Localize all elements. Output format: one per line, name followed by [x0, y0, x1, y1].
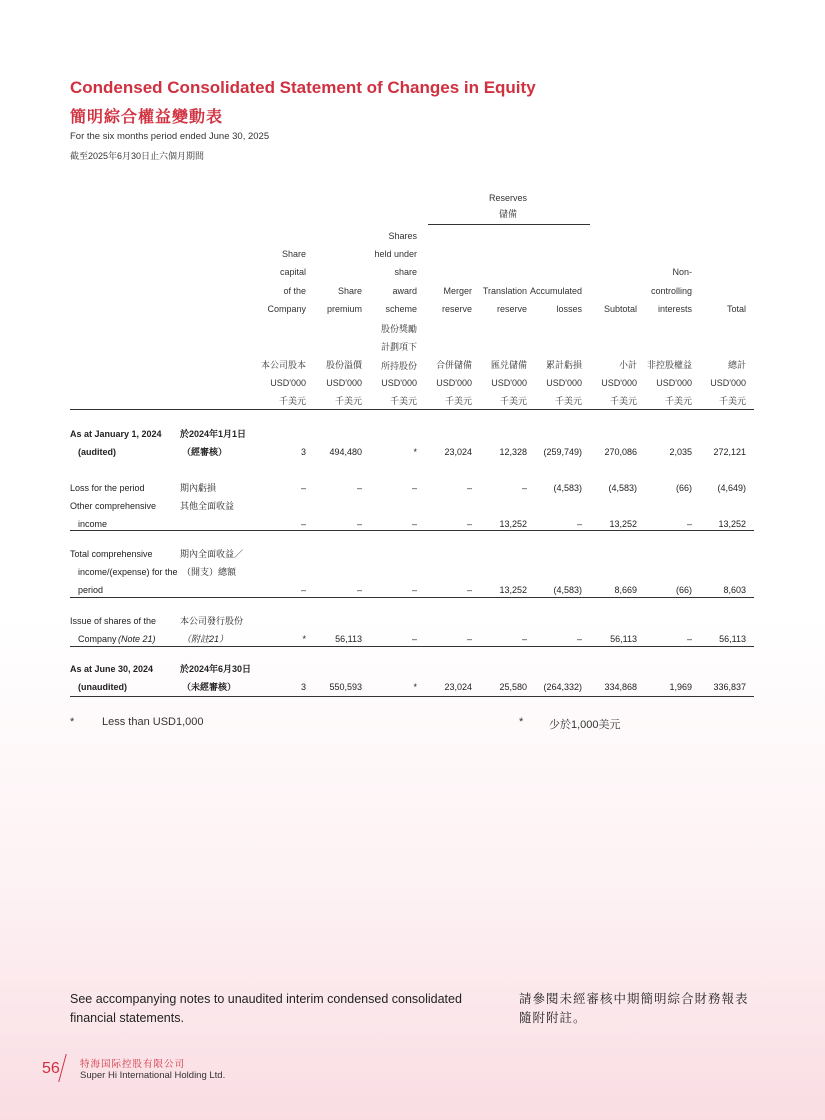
- row-label-zh: 其他全面收益: [180, 501, 235, 511]
- table-cell: *: [413, 682, 417, 692]
- column-unit: USD'000: [546, 378, 582, 388]
- column-unit: USD'000: [270, 378, 306, 388]
- table-cell: –: [576, 519, 582, 529]
- table-cell: 270,086: [604, 447, 637, 457]
- column-header-en-line: Shares: [388, 230, 417, 241]
- company-name-en: Super Hi International Holding Ltd.: [80, 1070, 226, 1081]
- table-cell: 336,837: [713, 682, 746, 692]
- column-header-zh-line: 總計: [727, 360, 746, 370]
- table-cell: –: [686, 634, 692, 644]
- column-header-zh-line: 計劃項下: [380, 342, 417, 353]
- column-header-en-line: interests: [657, 303, 692, 314]
- column-header-zh-line: 非控股權益: [646, 360, 692, 370]
- table-cell: 13,252: [499, 585, 527, 595]
- table-cell: 23,024: [444, 447, 472, 457]
- column-header-en-line: Merger: [443, 285, 472, 296]
- table-cell: 3: [300, 682, 306, 692]
- column-header: [420, 228, 472, 408]
- table-cell: 25,580: [499, 682, 527, 692]
- column-header-zh: [420, 356, 472, 374]
- row-label-zh: （未經審核）: [182, 682, 237, 692]
- column-header-en-line: held under: [374, 249, 417, 260]
- footnote-zh: 少於1,000美元: [549, 719, 621, 731]
- column-header-en: [696, 300, 746, 318]
- table-cell: 2,035: [669, 447, 692, 457]
- row-label-en: As at January 1, 2024: [70, 429, 162, 439]
- accompanying-notes-zh: 請參閱未經審核中期簡明綜合財務報表隨附附註。: [519, 992, 749, 1025]
- column-header: [526, 228, 582, 408]
- column-header-zh: [365, 320, 417, 375]
- table-cell: 56,113: [610, 634, 637, 644]
- column-header-en-line: Non-: [672, 267, 692, 278]
- row-label-zh: 期內全面收益／: [180, 549, 244, 559]
- column-header-en-line: Subtotal: [603, 304, 637, 314]
- column-header-zh: [696, 356, 746, 374]
- row-label-zh: （附註21）: [182, 634, 229, 644]
- table-cell: –: [300, 483, 306, 493]
- column-unit-zh: 千美元: [664, 396, 692, 406]
- table-cell: –: [356, 585, 362, 595]
- table-cell: –: [356, 483, 362, 493]
- row-label-en: Loss for the period: [70, 483, 145, 493]
- column-header: [473, 228, 527, 408]
- reserves-label-zh: 儲備: [498, 209, 517, 219]
- column-header-zh-line: 小計: [618, 360, 637, 370]
- row-label-en: As at June 30, 2024: [70, 664, 154, 674]
- table-cell: 23,024: [444, 682, 472, 692]
- table-cell: (4,583): [608, 483, 637, 493]
- column-header-en-line: Accumulated: [529, 285, 582, 296]
- column-header-zh-line: 股份獎勵: [380, 324, 417, 334]
- footnote-en: Less than USD1,000: [102, 716, 204, 728]
- page-title: Condensed Consolidated Statement of Changes in Equity: [70, 78, 536, 97]
- column-unit: USD'000: [710, 378, 746, 388]
- table-cell: –: [466, 519, 472, 529]
- table-cell: –: [300, 519, 306, 529]
- table-cell: 550,593: [329, 682, 362, 692]
- column-unit: USD'000: [656, 378, 692, 388]
- column-unit-zh: 千美元: [389, 396, 417, 406]
- column-header-en: [246, 245, 306, 318]
- reserves-label-en: Reserves: [488, 193, 527, 203]
- column-unit: USD'000: [601, 378, 637, 388]
- column-header-en: [587, 300, 637, 318]
- table-cell: (259,749): [543, 447, 582, 457]
- table-cell: 12,328: [499, 447, 527, 457]
- column-header-en-line: capital: [279, 267, 306, 278]
- column-header-zh: [312, 356, 362, 374]
- column-header-en: [420, 282, 472, 319]
- period-subtitle-zh: 截至2025年6月30日止六個月期間: [70, 151, 205, 161]
- column-header-en-line: Total: [726, 304, 746, 314]
- table-cell: (4,583): [553, 483, 582, 493]
- column-unit: USD'000: [326, 378, 362, 388]
- column-header-en-line: award: [392, 285, 417, 296]
- row-label-en: income: [78, 519, 108, 529]
- column-header: [696, 228, 746, 408]
- table-cell: –: [686, 519, 692, 529]
- column-header-en: [312, 282, 362, 319]
- table-cell: 56,113: [335, 634, 362, 644]
- table-cell: 272,121: [713, 447, 746, 457]
- column-header-en: [473, 282, 527, 319]
- table-cell: (66): [675, 585, 692, 595]
- column-unit: USD'000: [436, 378, 472, 388]
- column-unit-zh: 千美元: [554, 396, 582, 406]
- footnote-mark-zh: *: [519, 716, 524, 728]
- column-unit: USD'000: [381, 378, 417, 388]
- column-header-en-line: of the: [283, 285, 306, 296]
- row-label-en: income/(expense) for the: [78, 567, 178, 577]
- row-label-zh: 於2024年1月1日: [180, 429, 247, 439]
- column-header-en-line: Share: [337, 285, 362, 296]
- column-unit-zh: 千美元: [718, 396, 746, 406]
- column-header-zh-line: 累計虧損: [545, 360, 582, 370]
- page-number: 56: [42, 1060, 60, 1077]
- column-unit-zh: 千美元: [499, 396, 527, 406]
- table-cell: 1,969: [669, 682, 692, 692]
- row-label-en: (Note 21): [118, 634, 156, 644]
- company-name-zh: 特海国际控股有限公司: [80, 1059, 186, 1070]
- column-header-en-line: controlling: [650, 285, 692, 296]
- table-cell: –: [411, 585, 417, 595]
- table-cell: –: [411, 483, 417, 493]
- column-unit: USD'000: [491, 378, 527, 388]
- column-header-zh-line: 所持股份: [380, 360, 417, 371]
- table-cell: 494,480: [329, 447, 362, 457]
- column-header-en-line: Company: [267, 303, 306, 314]
- table-cell: –: [411, 519, 417, 529]
- reserves-group-header: [428, 190, 588, 222]
- column-header: [365, 228, 417, 408]
- column-header: [312, 228, 362, 408]
- column-header-en-line: losses: [556, 303, 582, 314]
- row-label-en: Issue of shares of the: [70, 616, 157, 626]
- table-cell: –: [521, 634, 527, 644]
- column-header-en: [365, 227, 417, 318]
- accompanying-notes-en: See accompanying notes to unaudited interim condensed consolidated financial statements.: [70, 992, 462, 1025]
- table-cell: –: [466, 585, 472, 595]
- row-label-en: (audited): [78, 447, 116, 457]
- row-label-en: Company: [78, 634, 117, 644]
- column-header: [246, 228, 306, 408]
- column-unit-zh: 千美元: [609, 396, 637, 406]
- column-header-en-line: scheme: [385, 304, 417, 314]
- column-header-zh-line: 合併儲備: [435, 360, 472, 370]
- table-cell: (264,332): [543, 682, 582, 692]
- bottom-rule: [70, 696, 754, 697]
- table-cell: 56,113: [719, 634, 746, 644]
- column-header-zh: [638, 356, 692, 374]
- table-cell: –: [300, 585, 306, 595]
- table-cell: 13,252: [609, 519, 637, 529]
- column-header-en-line: reserve: [496, 303, 527, 314]
- table-cell: 13,252: [499, 519, 527, 529]
- column-header-zh: [246, 356, 306, 374]
- row-label-en: period: [78, 585, 104, 595]
- column-header-zh-line: 股份溢價: [325, 360, 362, 370]
- column-header: [587, 228, 637, 408]
- column-header-en-line: share: [394, 267, 417, 278]
- row-label-en: Total comprehensive: [70, 549, 153, 559]
- table-cell: –: [521, 483, 527, 493]
- column-header-en: [638, 263, 692, 318]
- column-unit-zh: 千美元: [444, 396, 472, 406]
- table-cell: *: [413, 447, 417, 457]
- column-header-zh: [526, 356, 582, 374]
- table-cell: 13,252: [718, 519, 746, 529]
- column-header-en-line: Share: [281, 249, 306, 260]
- footnote-mark: *: [70, 716, 75, 728]
- column-header-en-line: reserve: [441, 303, 472, 314]
- table-cell: –: [411, 634, 417, 644]
- row-label-en: Other comprehensive: [70, 501, 157, 511]
- table-cell: 8,669: [614, 585, 637, 595]
- column-header-en-line: premium: [326, 303, 362, 314]
- table-cell: (4,649): [717, 483, 746, 493]
- row-label-zh: 期內虧損: [180, 483, 217, 493]
- column-header-zh: [587, 356, 637, 374]
- column-header-en-line: Translation: [482, 285, 527, 296]
- table-cell: 3: [300, 447, 306, 457]
- page-title-zh: 簡明綜合權益變動表: [70, 109, 224, 126]
- table-cell: –: [356, 519, 362, 529]
- table-cell: –: [466, 634, 472, 644]
- row-label-zh: 本公司發行股份: [180, 616, 244, 626]
- reserves-divider: [428, 224, 590, 225]
- header-rule: [70, 409, 754, 410]
- table-cell: 334,868: [604, 682, 637, 692]
- table-cell: –: [466, 483, 472, 493]
- row-label-zh: （開支）總額: [182, 567, 237, 577]
- table-cell: –: [576, 634, 582, 644]
- column-unit-zh: 千美元: [278, 396, 306, 406]
- table-cell: (66): [675, 483, 692, 493]
- row-label-en: (unaudited): [78, 682, 127, 692]
- table-cell: (4,583): [553, 585, 582, 595]
- table-cell: 8,603: [723, 585, 746, 595]
- column-header-en: [526, 282, 582, 319]
- column-unit-zh: 千美元: [334, 396, 362, 406]
- period-subtitle: For the six months period ended June 30, 2025: [70, 131, 270, 142]
- table-cell: *: [302, 634, 306, 644]
- row-label-zh: 於2024年6月30日: [180, 664, 252, 674]
- column-header: [638, 228, 692, 408]
- row-label-zh: （經審核）: [182, 447, 228, 457]
- column-header-zh: [473, 356, 527, 374]
- column-header-zh-line: 本公司股本: [260, 360, 306, 370]
- column-header-zh-line: 匯兑儲備: [490, 360, 527, 370]
